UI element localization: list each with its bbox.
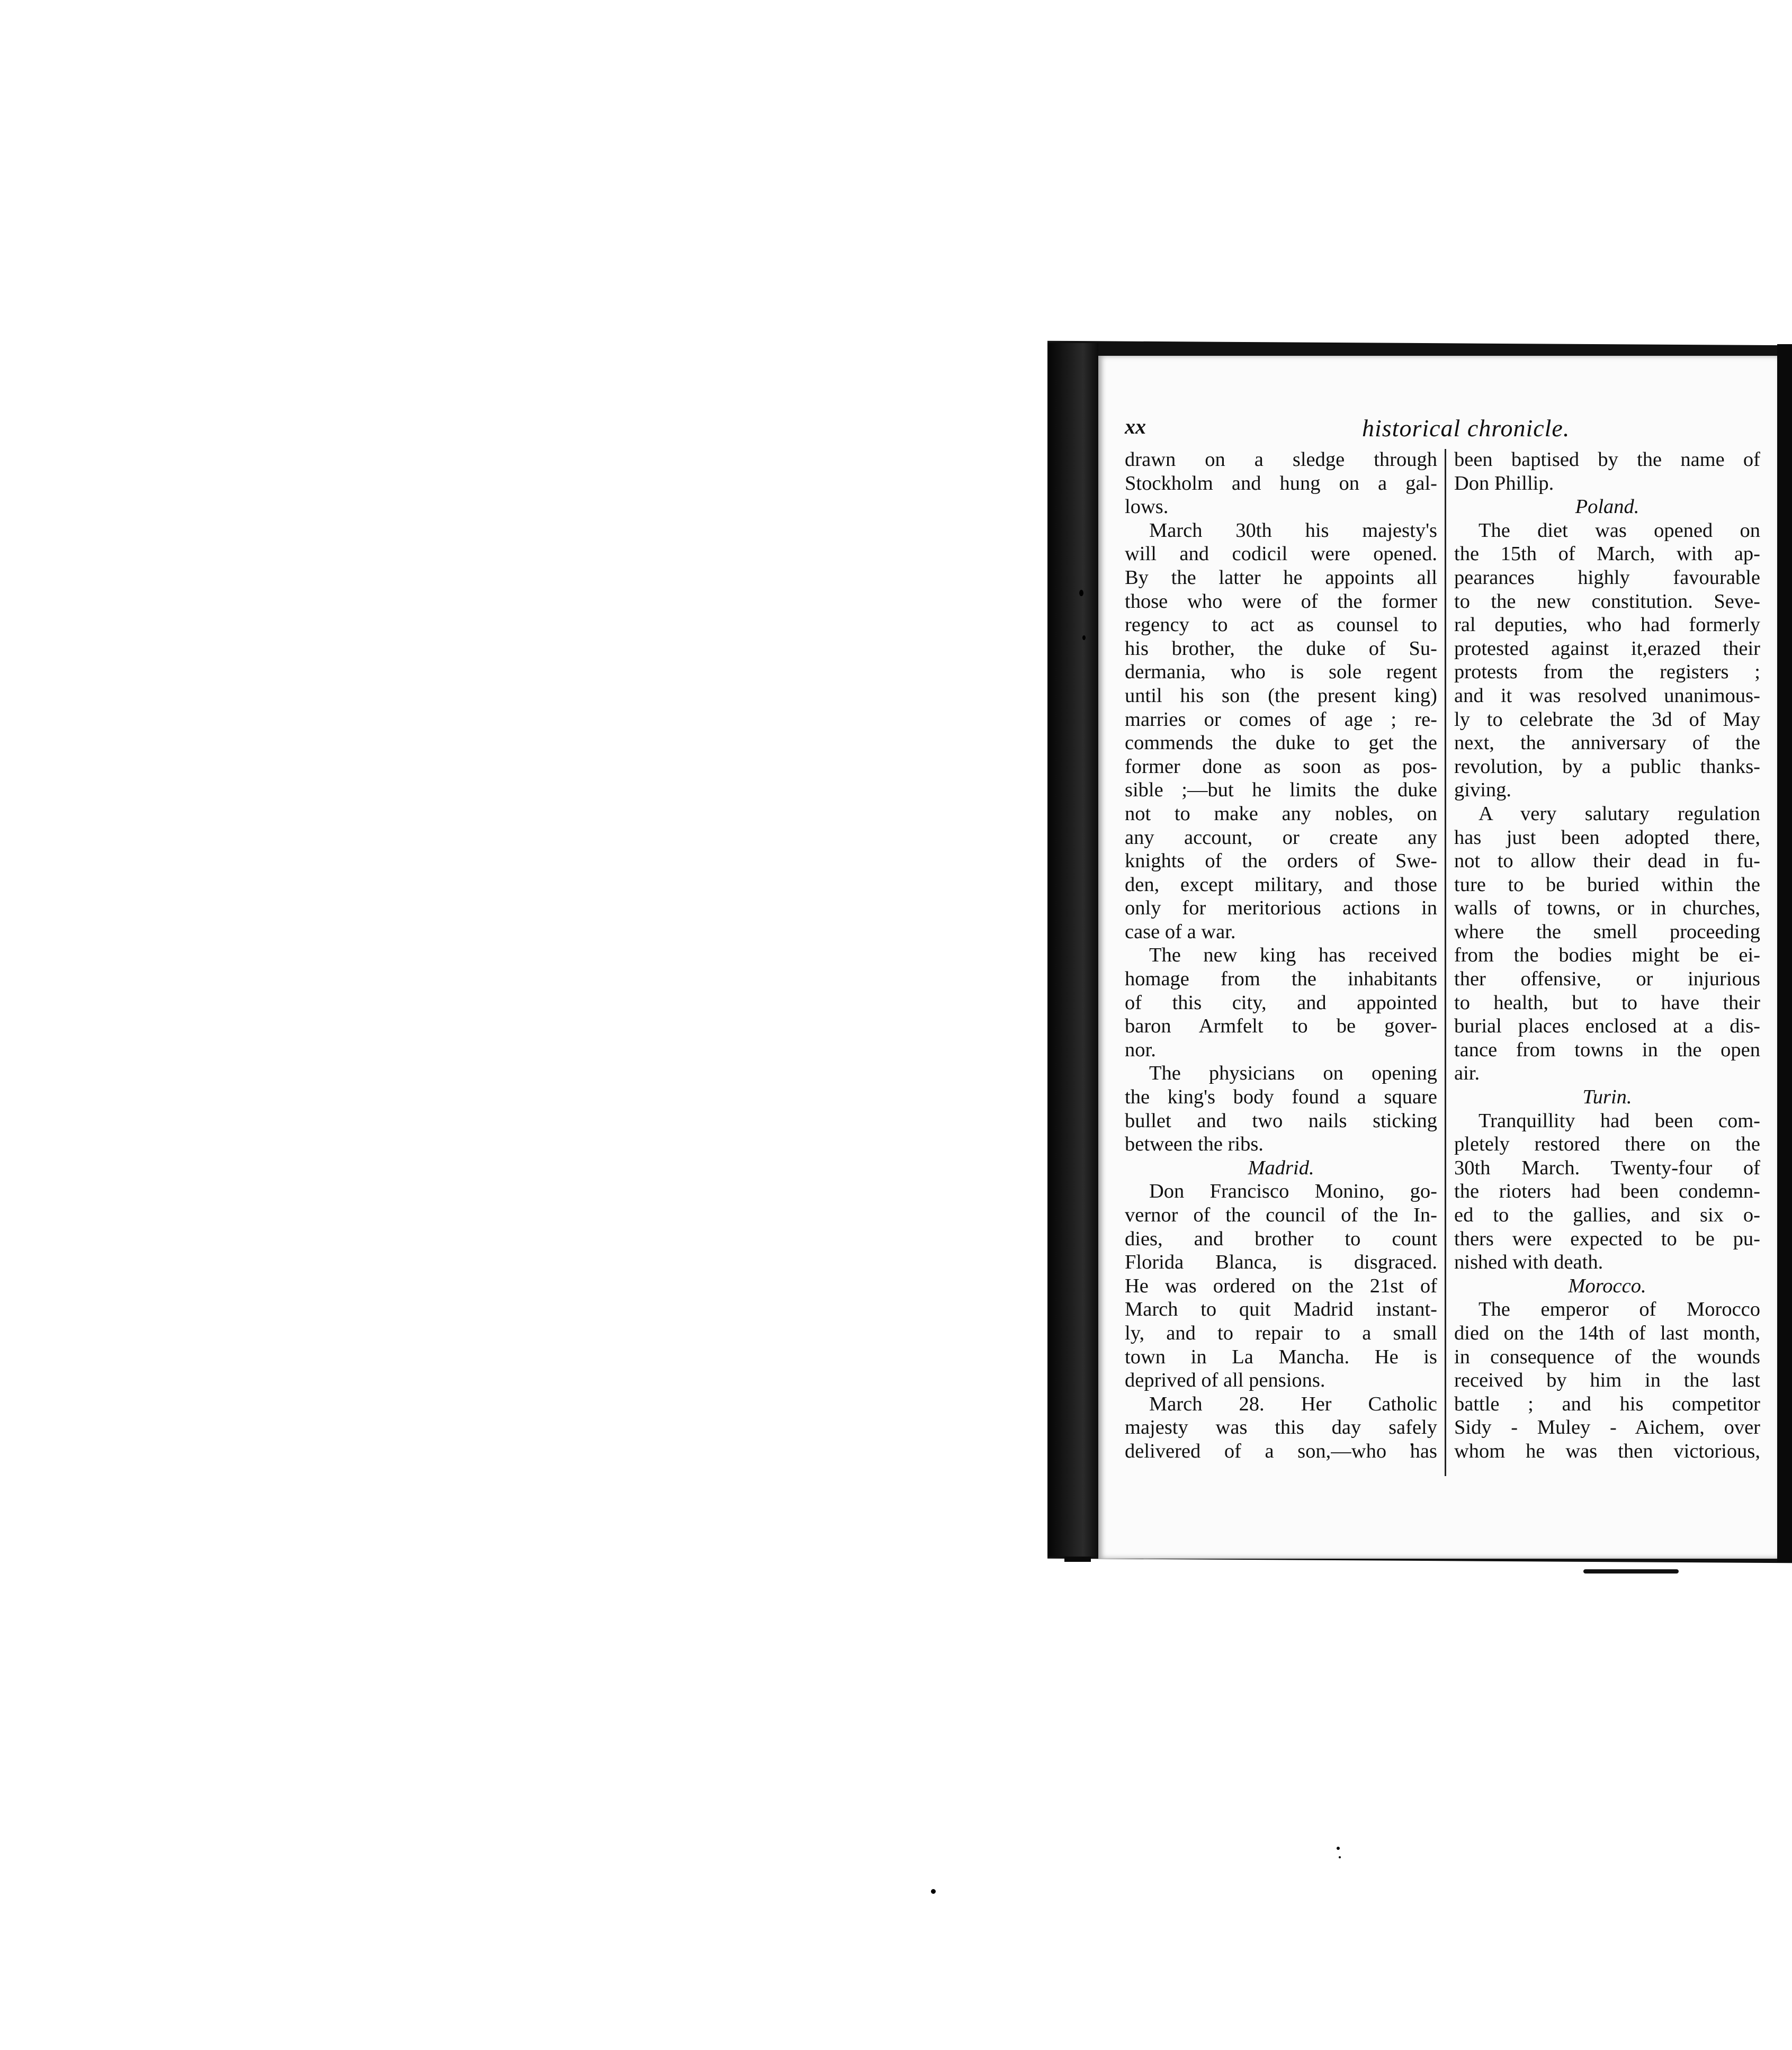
text-line: revolution, by a public thanks-: [1454, 755, 1760, 778]
text-line: the rioters had been condemn-: [1454, 1180, 1760, 1203]
left-column: [1125, 448, 1437, 1463]
text-line: walls of towns, or in churches,: [1454, 897, 1760, 920]
text-line: those who were of the former: [1125, 590, 1437, 613]
text-line: where the smell proceeding: [1454, 920, 1760, 943]
text-line: not to allow their dead in fu-: [1454, 850, 1760, 873]
text-line: the king's body found a square: [1125, 1086, 1437, 1109]
text-line: his brother, the duke of Su-: [1125, 637, 1437, 660]
text-line: The emperor of Morocco: [1479, 1298, 1760, 1321]
text-line: to health, but to have their: [1454, 991, 1760, 1014]
text-line: next, the anniversary of the: [1454, 732, 1760, 754]
text-line: ed to the gallies, and six o-: [1454, 1204, 1760, 1226]
text-line: The diet was opened on: [1479, 519, 1760, 542]
text-line: regency to act as counsel to: [1125, 614, 1437, 636]
right-column: [1454, 448, 1760, 1463]
text-line: any account, or create any: [1125, 826, 1437, 849]
text-line: Florida Blanca, is disgraced.: [1125, 1251, 1437, 1274]
section-heading: Turin.: [1582, 1086, 1632, 1109]
section-heading: Madrid.: [1248, 1156, 1314, 1179]
text-line: protested against it,erazed their: [1454, 637, 1760, 660]
text-line: homage from the inhabitants: [1125, 968, 1437, 991]
scan-speck: [931, 1889, 936, 1894]
text-line: Stockholm and hung on a gal-: [1125, 472, 1437, 494]
text-line: By the latter he appoints all: [1125, 566, 1437, 589]
column-rule: [1445, 449, 1446, 1476]
text-line: Tranquillity had been com-: [1479, 1109, 1760, 1132]
scan-speck: [1337, 1847, 1340, 1850]
text-line: den, except military, and those: [1125, 873, 1437, 896]
text-line: battle ; and his competitor: [1454, 1392, 1760, 1415]
edge-mark: [1064, 1557, 1091, 1562]
text-line: been baptised by the name of: [1454, 448, 1760, 471]
text-line: burial places enclosed at a dis-: [1454, 1015, 1760, 1038]
text-line: ture to be buried within the: [1454, 873, 1760, 896]
scan-speck: [1339, 1856, 1341, 1858]
text-line: marries or comes of age ; re-: [1125, 708, 1437, 731]
text-line: nished with death.: [1454, 1251, 1603, 1274]
text-line: March 30th his majesty's: [1149, 519, 1437, 542]
text-line: town in La Mancha. He is: [1125, 1345, 1437, 1368]
text-line: A very salutary regulation: [1479, 802, 1760, 825]
text-line: former done as soon as pos-: [1125, 755, 1437, 778]
text-line: not to make any nobles, on: [1125, 802, 1437, 825]
text-line: from the bodies might be ei-: [1454, 944, 1760, 967]
margin-speck: [1079, 590, 1083, 596]
bottom-smudge: [1583, 1569, 1679, 1574]
text-line: Sidy - Muley - Aichem, over: [1454, 1416, 1760, 1439]
text-line: delivered of a son,—who has: [1125, 1440, 1437, 1462]
text-line: case of a war.: [1125, 920, 1236, 943]
page-number: xx: [1125, 415, 1146, 438]
text-line: the 15th of March, with ap-: [1454, 543, 1760, 565]
text-line: 30th March. Twenty-four of: [1454, 1156, 1760, 1179]
text-line: thers were expected to be pu-: [1454, 1227, 1760, 1250]
text-line: giving.: [1454, 779, 1512, 802]
text-line: pearances highly favourable: [1454, 566, 1760, 589]
text-line: Don Phillip.: [1454, 472, 1554, 494]
text-line: and it was resolved unanimous-: [1454, 684, 1760, 707]
text-line: The new king has received: [1149, 944, 1437, 967]
text-line: bullet and two nails sticking: [1125, 1109, 1437, 1132]
text-line: sible ;—but he limits the duke: [1125, 779, 1437, 802]
text-line: ly to celebrate the 3d of May: [1454, 708, 1760, 731]
text-line: majesty was this day safely: [1125, 1416, 1437, 1439]
next-page-edge: [1777, 344, 1792, 1562]
text-line: died on the 14th of last month,: [1454, 1321, 1760, 1344]
section-heading: Morocco.: [1568, 1274, 1646, 1297]
text-line: whom he was then victorious,: [1454, 1440, 1760, 1462]
text-line: pletely restored there on the: [1454, 1133, 1760, 1156]
text-line: dermania, who is sole regent: [1125, 661, 1437, 684]
text-line: in consequence of the wounds: [1454, 1345, 1760, 1368]
running-head: [1125, 414, 1760, 446]
text-line: vernor of the council of the In-: [1125, 1204, 1437, 1226]
text-line: has just been adopted there,: [1454, 826, 1760, 849]
text-line: protests from the registers ;: [1454, 661, 1760, 684]
text-line: ly, and to repair to a small: [1125, 1321, 1437, 1344]
text-line: ral deputies, who had formerly: [1454, 614, 1760, 636]
text-line: deprived of all pensions.: [1125, 1369, 1325, 1392]
text-line: March to quit Madrid instant-: [1125, 1298, 1437, 1321]
text-line: commends the duke to get the: [1125, 732, 1437, 754]
text-line: of this city, and appointed: [1125, 991, 1437, 1014]
running-title: historical chronicle.: [1362, 415, 1570, 442]
section-heading: Poland.: [1575, 496, 1639, 518]
margin-speck: [1082, 635, 1086, 640]
text-line: air.: [1454, 1062, 1480, 1085]
text-line: lows.: [1125, 496, 1169, 518]
text-line: ther offensive, or injurious: [1454, 968, 1760, 991]
text-line: The physicians on opening: [1149, 1062, 1437, 1085]
text-line: drawn on a sledge through: [1125, 448, 1437, 471]
text-line: He was ordered on the 21st of: [1125, 1274, 1437, 1297]
text-line: knights of the orders of Swe-: [1125, 850, 1437, 873]
text-line: to the new constitution. Seve-: [1454, 590, 1760, 613]
text-line: until his son (the present king): [1125, 684, 1437, 707]
text-line: only for meritorious actions in: [1125, 897, 1437, 920]
text-line: received by him in the last: [1454, 1369, 1760, 1392]
text-line: Don Francisco Monino, go-: [1149, 1180, 1437, 1203]
text-line: dies, and brother to count: [1125, 1227, 1437, 1250]
text-line: tance from towns in the open: [1454, 1038, 1760, 1061]
text-line: baron Armfelt to be gover-: [1125, 1015, 1437, 1038]
text-line: March 28. Her Catholic: [1149, 1392, 1437, 1415]
text-line: will and codicil were opened.: [1125, 543, 1437, 565]
text-line: between the ribs.: [1125, 1133, 1264, 1156]
text-line: nor.: [1125, 1038, 1156, 1061]
book-spine: [1047, 343, 1098, 1557]
